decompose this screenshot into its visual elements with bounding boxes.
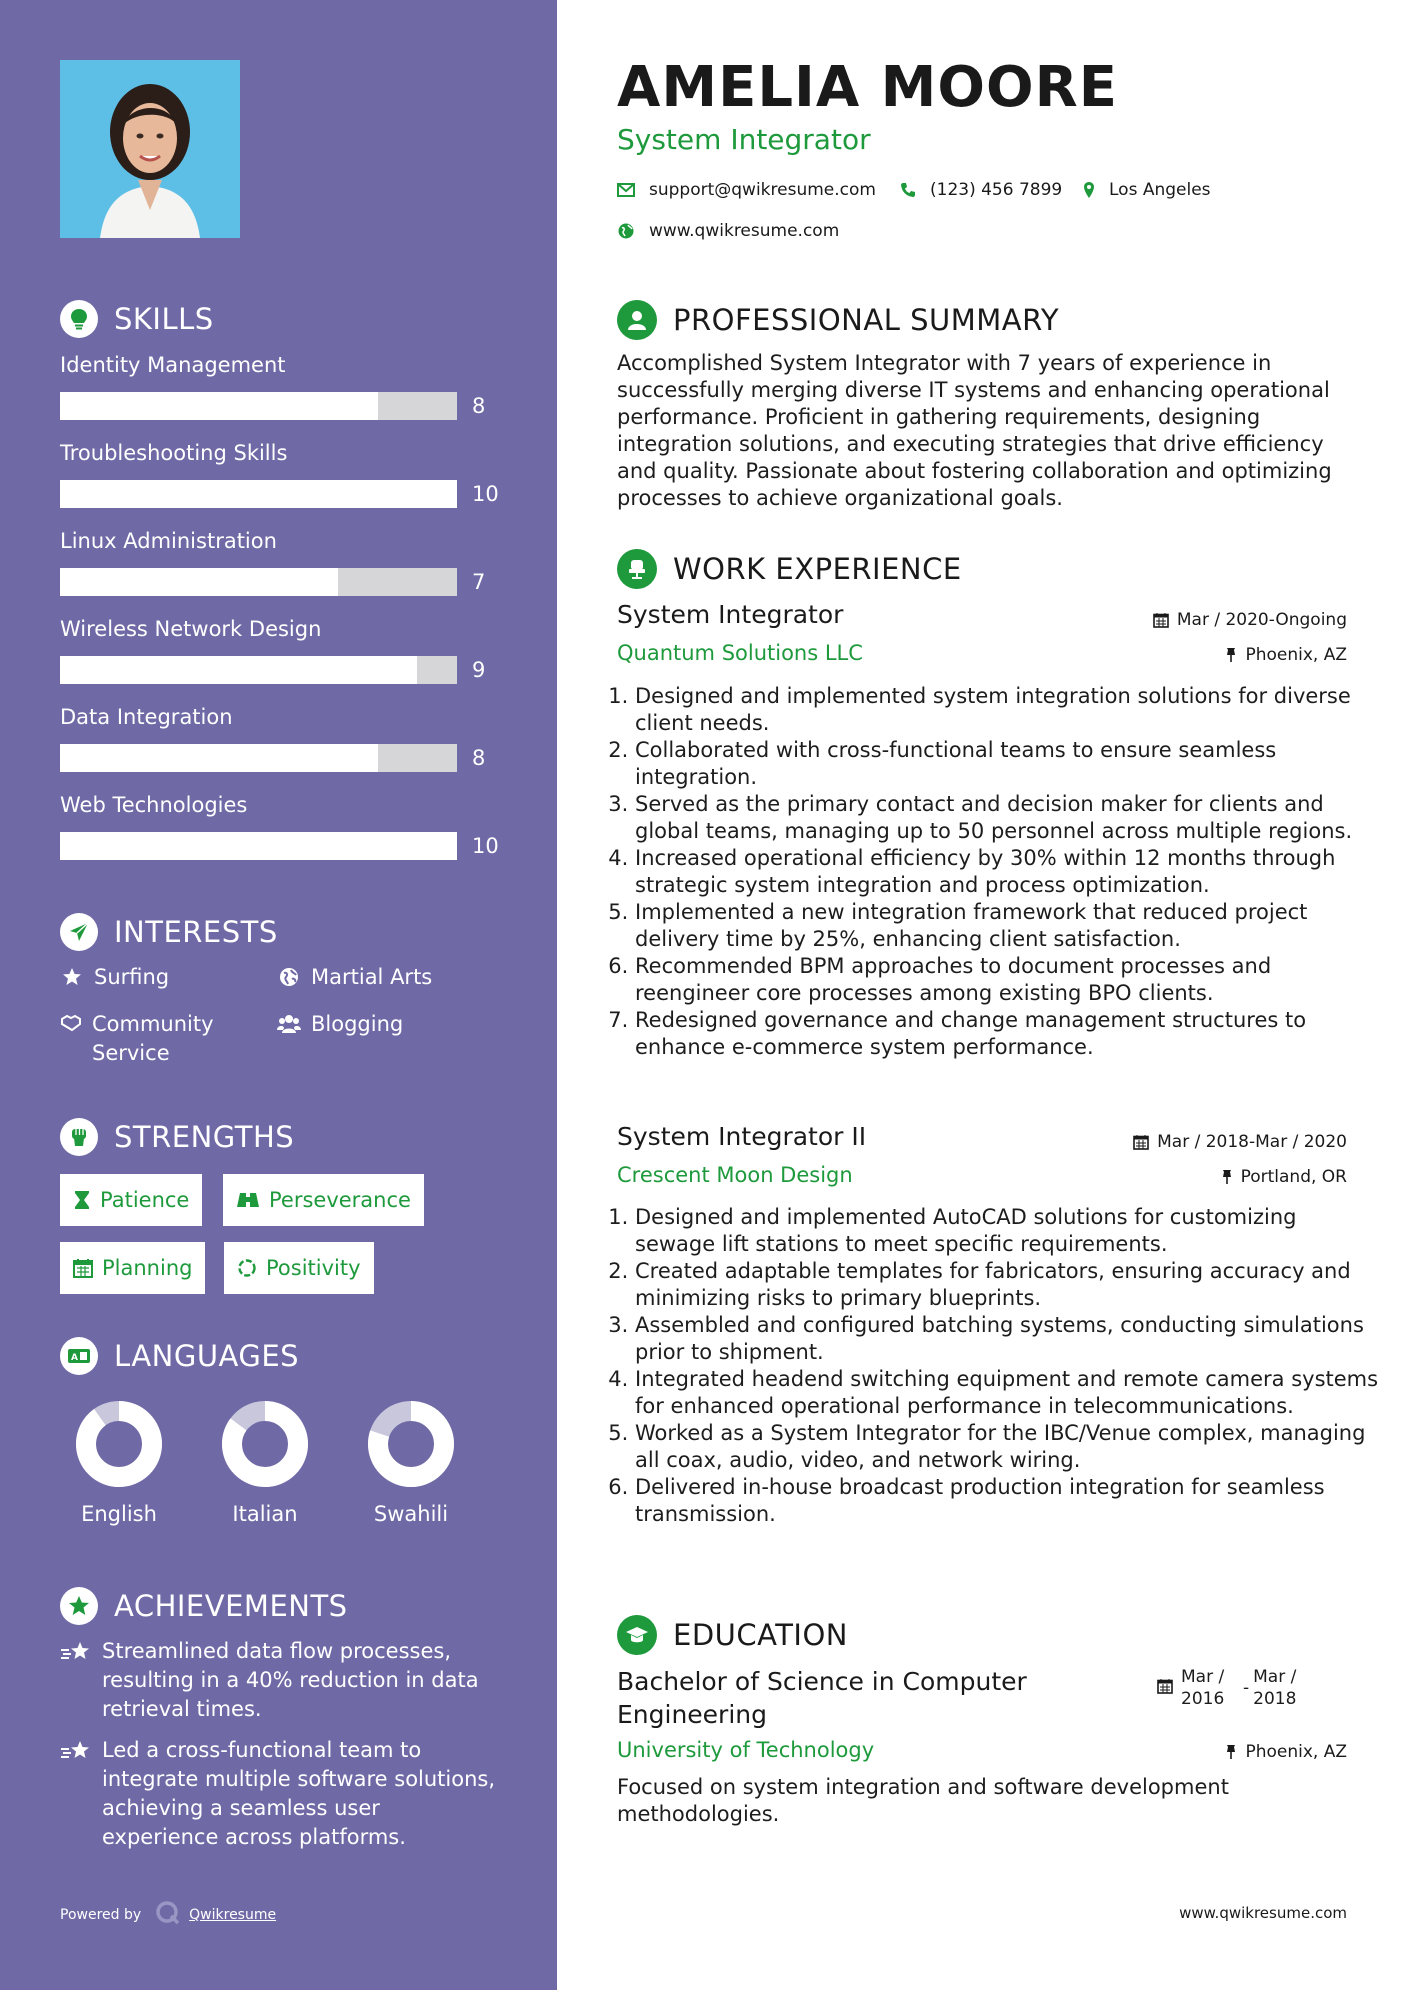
education-date-separator: - bbox=[1243, 1678, 1250, 1698]
job-company: Crescent Moon Design bbox=[617, 1163, 853, 1187]
summary-text: Accomplished System Integrator with 7 years of experience in successfully merging diverse IT systems and enhancing operational performance. Proficient in gathering requirements, designing integration solutions, and executing strategies that drive efficiency and quality. Passionate about fostering collaboration and optimizing processes to achieve organizational goals. bbox=[617, 351, 1332, 510]
skill-name: Data Integration bbox=[60, 705, 233, 729]
skill-item bbox=[60, 702, 500, 772]
shooting-star-icon bbox=[60, 1637, 92, 1724]
skill-name: Troubleshooting Skills bbox=[60, 441, 288, 465]
languages-section-title bbox=[60, 1337, 299, 1375]
skill-item bbox=[60, 614, 500, 684]
skill-item bbox=[60, 350, 500, 420]
skill-value: 8 bbox=[472, 394, 486, 418]
achievement-text: Streamlined data flow processes, resulting in a 40% reduction in data retrieval times. bbox=[102, 1639, 479, 1721]
job-title: System Integrator bbox=[617, 600, 844, 629]
powered-by bbox=[60, 1900, 276, 1930]
job-bullet: 2. Created adaptable templates for fabricators, ensuring accuracy and minimizing risks to primary blueprints. bbox=[635, 1258, 1380, 1312]
lightbulb-icon bbox=[60, 300, 98, 338]
job-title: System Integrator II bbox=[617, 1122, 867, 1151]
footer-url[interactable]: www.qwikresume.com bbox=[1179, 1904, 1347, 1922]
summary-section-title bbox=[617, 300, 1059, 340]
education-description: Focused on system integration and software development methodologies. bbox=[617, 1775, 1229, 1826]
achievement-item bbox=[60, 1637, 500, 1724]
skill-name: Wireless Network Design bbox=[60, 617, 322, 641]
sidebar bbox=[0, 0, 557, 1990]
strength-tag bbox=[223, 1174, 424, 1226]
map-marker-icon bbox=[1083, 181, 1095, 199]
job-bullet: 1. Designed and implemented AutoCAD solutions for customizing sewage lift stations to meet specific requirements. bbox=[635, 1204, 1380, 1258]
interest-item bbox=[277, 1010, 403, 1039]
location-text: Los Angeles bbox=[1109, 180, 1211, 200]
job-bullet: 5. Implemented a new integration framework that reduced project delivery time by 25%, enhancing client satisfaction. bbox=[635, 899, 1380, 953]
globe-icon bbox=[617, 222, 635, 240]
job-bullet: 2. Collaborated with cross-functional teams to ensure seamless integration. bbox=[635, 737, 1380, 791]
contact-location bbox=[1083, 180, 1211, 200]
job-location-text: Phoenix, AZ bbox=[1245, 645, 1347, 665]
language-item bbox=[351, 1400, 471, 1526]
education-school: University of Technology bbox=[617, 1738, 875, 1762]
language-icon bbox=[60, 1337, 98, 1375]
pushpin-icon bbox=[1225, 647, 1237, 663]
skill-name: Web Technologies bbox=[60, 793, 248, 817]
strength-label: Planning bbox=[102, 1256, 193, 1280]
skills-section-title bbox=[60, 300, 214, 338]
qwikresume-link[interactable]: Qwikresume bbox=[189, 1907, 277, 1923]
skill-item bbox=[60, 438, 500, 508]
star-icon bbox=[60, 963, 84, 987]
language-item bbox=[205, 1400, 325, 1526]
skill-bar-fill bbox=[60, 568, 338, 596]
skill-bar-fill bbox=[60, 392, 378, 420]
language-level-ring bbox=[221, 1400, 309, 1488]
skill-value: 9 bbox=[472, 658, 486, 682]
envelope-icon bbox=[617, 183, 635, 197]
job-location bbox=[1221, 1167, 1347, 1187]
strength-label: Positivity bbox=[266, 1256, 361, 1280]
calendar-icon bbox=[1157, 1678, 1173, 1699]
job-bullets bbox=[609, 683, 1380, 1061]
skill-item bbox=[60, 790, 500, 860]
education-location-text: Phoenix, AZ bbox=[1245, 1742, 1347, 1762]
skill-value: 10 bbox=[472, 482, 499, 506]
job-dates-text: Mar / 2020-Ongoing bbox=[1176, 610, 1347, 630]
strength-tag bbox=[60, 1174, 202, 1226]
interests-section-title bbox=[60, 913, 278, 951]
strength-tag bbox=[60, 1242, 205, 1294]
skills-title: SKILLS bbox=[114, 302, 214, 336]
job-bullets bbox=[609, 1204, 1380, 1528]
shooting-star-icon bbox=[60, 1736, 92, 1852]
job-bullet: 7. Redesigned governance and change management structures to enhance e-commerce system performance. bbox=[635, 1007, 1380, 1061]
interest-item bbox=[60, 963, 169, 992]
language-item bbox=[59, 1400, 179, 1526]
language-name: Italian bbox=[232, 1502, 298, 1526]
summary-title: PROFESSIONAL SUMMARY bbox=[673, 303, 1060, 337]
globe-icon bbox=[277, 963, 301, 987]
users-icon bbox=[277, 1010, 301, 1034]
job-bullet: 3. Served as the primary contact and decision maker for clients and global teams, managing up to 50 personnel across multiple regions. bbox=[635, 791, 1380, 845]
powered-by-label: Powered by bbox=[60, 1907, 142, 1923]
job-bullet: 4. Integrated headend switching equipment and remote camera systems for enhanced operational performance in telecommunications. bbox=[635, 1366, 1380, 1420]
skill-bar-fill bbox=[60, 480, 457, 508]
user-icon bbox=[617, 300, 657, 340]
job-bullet: 6. Delivered in-house broadcast production integration for seamless transmission. bbox=[635, 1474, 1380, 1528]
interests-title: INTERESTS bbox=[114, 915, 278, 949]
strength-tag bbox=[224, 1242, 374, 1294]
interest-label: Surfing bbox=[94, 965, 170, 989]
email-text[interactable]: support@qwikresume.com bbox=[649, 180, 876, 200]
strengths-section-title bbox=[60, 1118, 294, 1156]
phone-text[interactable]: (123) 456 7899 bbox=[930, 180, 1063, 200]
contact-phone bbox=[900, 180, 1062, 200]
calendar-icon bbox=[1153, 612, 1169, 628]
pushpin-icon bbox=[1221, 1169, 1233, 1185]
language-name: Swahili bbox=[373, 1502, 449, 1526]
pushpin-icon bbox=[1225, 1744, 1237, 1760]
phone-icon bbox=[900, 182, 916, 198]
achievement-text: Led a cross-functional team to integrate multiple software solutions, achieving a seamless user experience across platforms. bbox=[102, 1738, 496, 1849]
education-degree: Bachelor of Science in Computer Engineering bbox=[617, 1667, 1027, 1729]
languages-title: LANGUAGES bbox=[114, 1339, 300, 1373]
fist-icon bbox=[60, 1118, 98, 1156]
strengths-title: STRENGTHS bbox=[114, 1120, 295, 1154]
person-role: System Integrator bbox=[617, 123, 871, 156]
experience-title: WORK EXPERIENCE bbox=[673, 552, 962, 586]
hourglass-icon bbox=[73, 1190, 91, 1210]
job-dates bbox=[1153, 610, 1347, 630]
award-star-icon bbox=[60, 1587, 98, 1625]
job-bullet: 5. Worked as a System Integrator for the IBC/Venue complex, managing all coax, audio, video, and network wiring. bbox=[635, 1420, 1380, 1474]
job-company: Quantum Solutions LLC bbox=[617, 641, 863, 665]
education-end: Mar / 2018 bbox=[1253, 1667, 1297, 1709]
interest-item bbox=[60, 1010, 240, 1068]
contact-email bbox=[617, 180, 876, 200]
interest-label: Community Service bbox=[92, 1012, 214, 1065]
skill-name: Linux Administration bbox=[60, 529, 277, 553]
education-location bbox=[1225, 1742, 1347, 1762]
briefcase-chair-icon bbox=[617, 549, 657, 589]
skill-name: Identity Management bbox=[60, 353, 286, 377]
interest-label: Martial Arts bbox=[311, 965, 433, 989]
qwikresume-logo-icon bbox=[155, 1900, 181, 1930]
job-bullet: 6. Recommended BPM approaches to document processes and reengineer core processes among existing BPO clients. bbox=[635, 953, 1380, 1007]
education-start: Mar / 2016 bbox=[1181, 1667, 1225, 1709]
calendar-icon bbox=[1133, 1134, 1149, 1150]
achievements-title: ACHIEVEMENTS bbox=[114, 1589, 348, 1623]
skill-bar-fill bbox=[60, 832, 457, 860]
education-section-title bbox=[617, 1615, 848, 1655]
profile-photo bbox=[60, 60, 240, 238]
job-bullet: 3. Assembled and configured batching systems, conducting simulations prior to shipment. bbox=[635, 1312, 1380, 1366]
job-dates bbox=[1133, 1132, 1347, 1152]
skill-value: 7 bbox=[472, 570, 486, 594]
binoculars-icon bbox=[236, 1191, 260, 1209]
skill-bar-fill bbox=[60, 656, 417, 684]
job-location-text: Portland, OR bbox=[1240, 1167, 1347, 1187]
paper-plane-icon bbox=[60, 913, 98, 951]
interest-item bbox=[277, 963, 432, 992]
strength-label: Perseverance bbox=[269, 1188, 411, 1212]
skill-value: 8 bbox=[472, 746, 486, 770]
calendar-icon bbox=[73, 1258, 93, 1278]
skill-value: 10 bbox=[472, 834, 499, 858]
handshake-icon bbox=[60, 1010, 82, 1032]
achievement-item bbox=[60, 1736, 500, 1852]
job-dates-text: Mar / 2018-Mar / 2020 bbox=[1157, 1132, 1347, 1152]
circle-notch-icon bbox=[237, 1258, 257, 1278]
strength-label: Patience bbox=[100, 1188, 190, 1212]
experience-section-title bbox=[617, 549, 962, 589]
job-bullet: 4. Increased operational efficiency by 30% within 12 months through strategic system integration and process optimization. bbox=[635, 845, 1380, 899]
interest-label: Blogging bbox=[311, 1012, 404, 1036]
language-level-ring bbox=[75, 1400, 163, 1488]
person-name: AMELIA MOORE bbox=[617, 55, 1118, 120]
skill-bar-fill bbox=[60, 744, 378, 772]
education-dates bbox=[1157, 1666, 1311, 1710]
skill-item bbox=[60, 526, 500, 596]
job-bullet: 1. Designed and implemented system integration solutions for diverse client needs. bbox=[635, 683, 1380, 737]
graduation-icon bbox=[617, 1615, 657, 1655]
website-text[interactable]: www.qwikresume.com bbox=[649, 221, 840, 241]
job-location bbox=[1225, 645, 1347, 665]
education-title: EDUCATION bbox=[673, 1618, 849, 1652]
achievements-section-title bbox=[60, 1587, 348, 1625]
language-level-ring bbox=[367, 1400, 455, 1488]
svg-text:A: A bbox=[71, 1353, 79, 1363]
contact-website bbox=[617, 221, 839, 241]
language-name: English bbox=[81, 1502, 157, 1526]
